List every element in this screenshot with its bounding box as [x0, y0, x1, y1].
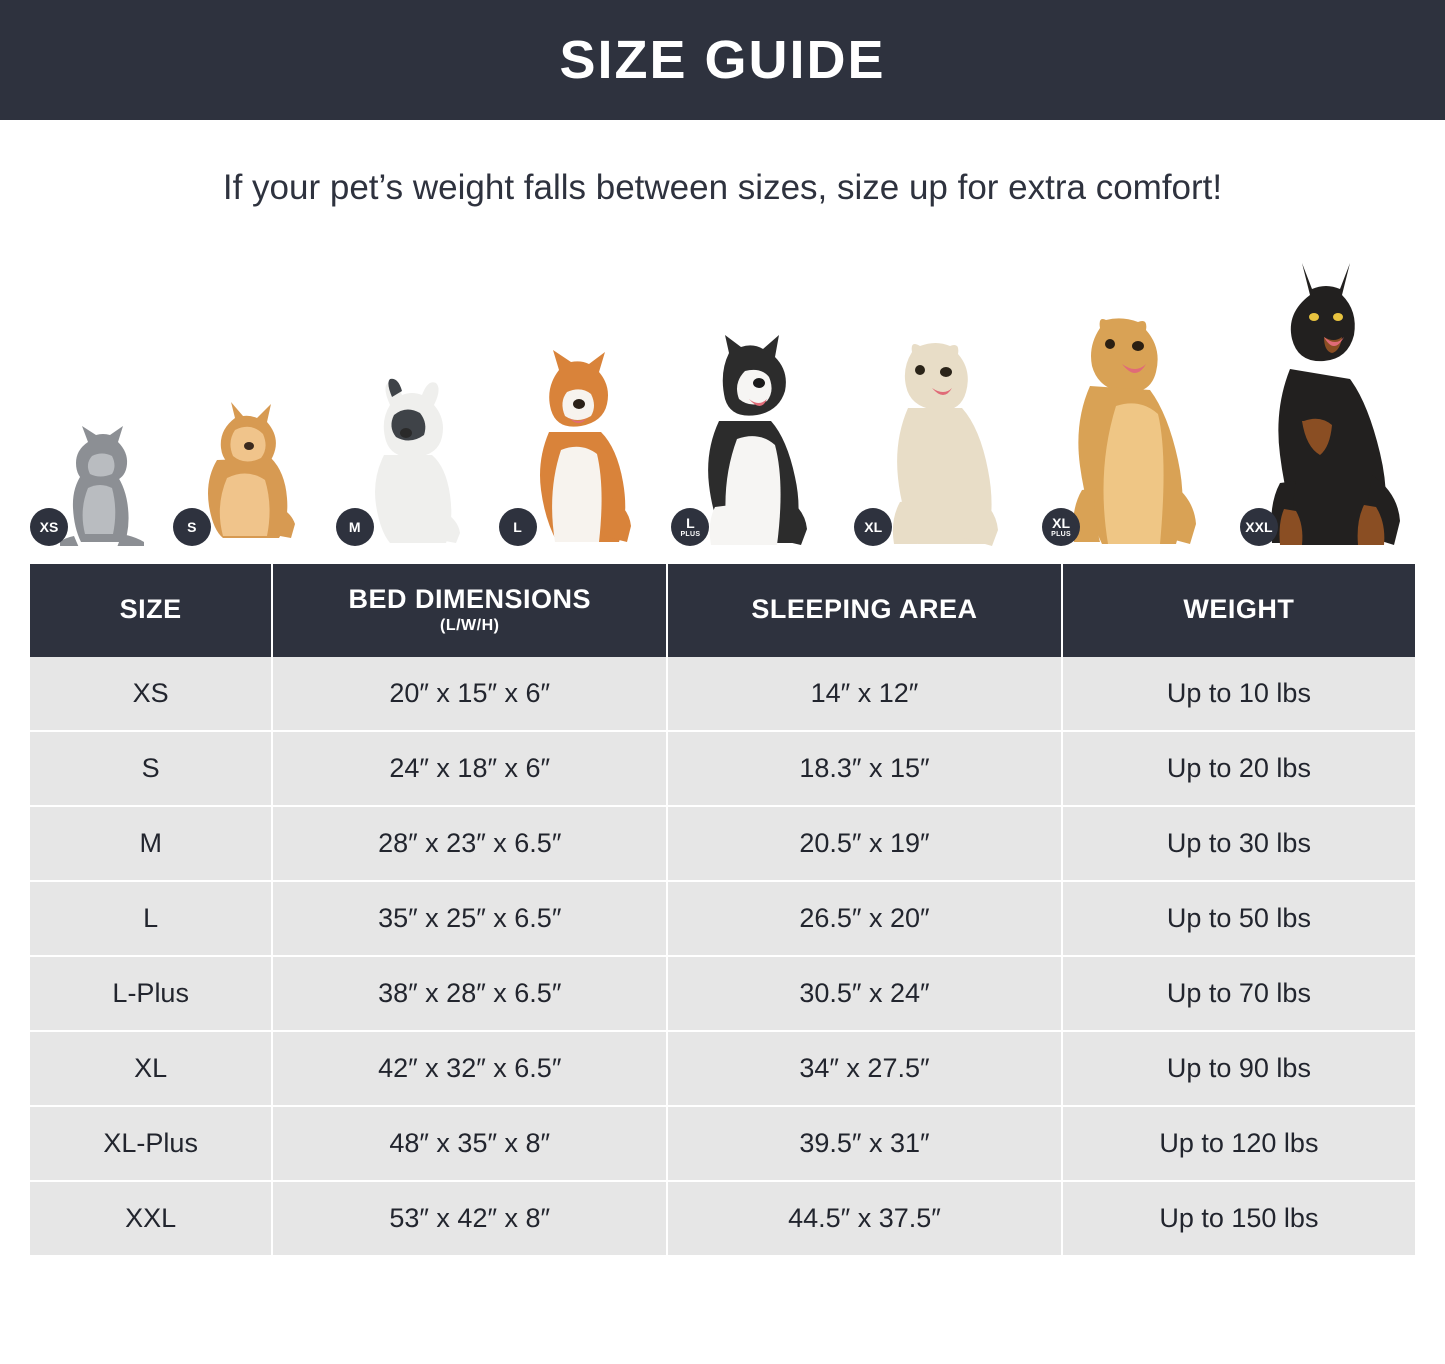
page-header: [0, 0, 1445, 120]
badge-label: XL: [1052, 515, 1070, 531]
cell-weight: Up to 10 lbs: [1062, 657, 1415, 731]
table-row: [30, 1181, 1415, 1255]
table-row: [30, 1106, 1415, 1181]
cell-bed: 35″ x 25″ x 6.5″: [272, 881, 667, 956]
column-header-label: SLEEPING AREA: [751, 594, 978, 624]
table-row: [30, 1031, 1415, 1106]
table-header-row: [30, 564, 1415, 657]
subtitle-text: If your pet’s weight falls between sizes, size up for extra comfort!: [222, 168, 1223, 207]
cell-sleep: 14″ x 12″: [667, 657, 1062, 731]
size-table-container: [30, 564, 1415, 1255]
cell-bed: 38″ x 28″ x 6.5″: [272, 956, 667, 1031]
badge-label: L: [513, 519, 522, 535]
column-header-label: BED DIMENSIONS: [348, 584, 591, 614]
cell-size: XL-Plus: [30, 1106, 272, 1181]
cell-size: XL: [30, 1031, 272, 1106]
cell-weight: Up to 120 lbs: [1062, 1106, 1415, 1181]
table-row: [30, 657, 1415, 731]
cell-size: XS: [30, 657, 272, 731]
badge-sublabel: PLUS: [680, 531, 701, 538]
column-header-weight: [1062, 564, 1415, 657]
badge-label: XS: [39, 519, 59, 535]
badge-label: S: [187, 519, 197, 535]
animal-cat: [30, 396, 150, 546]
column-header-size: [30, 564, 272, 657]
cell-sleep: 44.5″ x 37.5″: [667, 1181, 1062, 1255]
badge-m: [336, 508, 374, 546]
cell-weight: Up to 150 lbs: [1062, 1181, 1415, 1255]
animal-golden-retriever: [1042, 286, 1217, 546]
doberman-silhouette: [1240, 261, 1415, 546]
cell-sleep: 39.5″ x 31″: [667, 1106, 1062, 1181]
animal-french-bulldog: [336, 371, 476, 546]
column-header-bed-dimensions: [272, 564, 667, 657]
cell-weight: Up to 30 lbs: [1062, 806, 1415, 881]
table-row: [30, 806, 1415, 881]
page-title: SIZE GUIDE: [559, 30, 886, 90]
badge-label: M: [348, 519, 361, 535]
table-row: [30, 881, 1415, 956]
cell-weight: Up to 90 lbs: [1062, 1031, 1415, 1106]
animal-labrador: [854, 316, 1019, 546]
golden-retriever-silhouette: [1042, 286, 1217, 546]
animal-border-collie: [671, 331, 831, 546]
subtitle-container: [0, 120, 1445, 208]
badge-xl-plus: [1042, 508, 1080, 546]
badge-label: XXL: [1245, 519, 1273, 535]
cell-bed: 48″ x 35″ x 8″: [272, 1106, 667, 1181]
cell-size: L-Plus: [30, 956, 272, 1031]
cell-weight: Up to 50 lbs: [1062, 881, 1415, 956]
column-header-label: SIZE: [119, 594, 182, 624]
badge-label: L: [686, 515, 695, 531]
cell-sleep: 20.5″ x 19″: [667, 806, 1062, 881]
badge-xs: [30, 508, 68, 546]
table-body: [30, 657, 1415, 1255]
animal-pomeranian: [173, 386, 313, 546]
table-row: [30, 731, 1415, 806]
badge-sublabel: PLUS: [1051, 531, 1071, 538]
cell-weight: Up to 20 lbs: [1062, 731, 1415, 806]
animal-shiba-inu: [499, 346, 649, 546]
size-table: [30, 564, 1415, 1255]
table-head: [30, 564, 1415, 657]
cell-sleep: 26.5″ x 20″: [667, 881, 1062, 956]
column-header-label: WEIGHT: [1183, 594, 1295, 624]
cell-size: M: [30, 806, 272, 881]
badge-xl: [854, 508, 892, 546]
column-header-sleeping-area: [667, 564, 1062, 657]
table-row: [30, 956, 1415, 1031]
cell-bed: 24″ x 18″ x 6″: [272, 731, 667, 806]
cell-weight: Up to 70 lbs: [1062, 956, 1415, 1031]
cell-size: L: [30, 881, 272, 956]
cell-bed: 20″ x 15″ x 6″: [272, 657, 667, 731]
cell-size: XXL: [30, 1181, 272, 1255]
cell-sleep: 18.3″ x 15″: [667, 731, 1062, 806]
cell-bed: 53″ x 42″ x 8″: [272, 1181, 667, 1255]
cell-sleep: 34″ x 27.5″: [667, 1031, 1062, 1106]
badge-l: [499, 508, 537, 546]
cell-size: S: [30, 731, 272, 806]
animal-size-row: [30, 236, 1415, 546]
animal-doberman: [1240, 261, 1415, 546]
cell-bed: 42″ x 32″ x 6.5″: [272, 1031, 667, 1106]
badge-s: [173, 508, 211, 546]
column-header-sublabel: (L/W/H): [439, 617, 500, 634]
badge-label: XL: [864, 519, 883, 535]
cell-bed: 28″ x 23″ x 6.5″: [272, 806, 667, 881]
badge-xxl: [1240, 508, 1278, 546]
cell-sleep: 30.5″ x 24″: [667, 956, 1062, 1031]
